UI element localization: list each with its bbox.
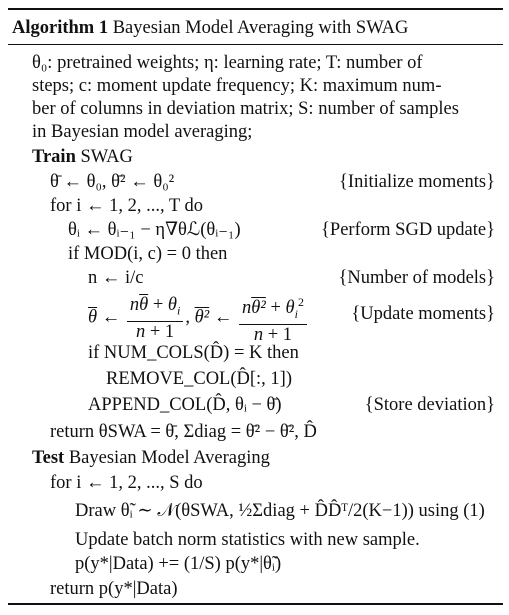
description-line-4: in Bayesian model averaging; (32, 122, 253, 142)
sgd-comment: {Perform SGD update} (321, 220, 495, 240)
append-col-line: APPEND_COL(D̂, θᵢ − θ̄) (88, 395, 282, 415)
sgd-expression: θᵢ ← θᵢ₋₁ − η∇θℒ(θᵢ₋₁) (68, 220, 241, 240)
train-heading: Train SWAG (32, 147, 133, 167)
train-return-line: return θSWA = θ̄, Σdiag = θ̄² − θ̄², D̂ (50, 422, 317, 442)
top-rule (8, 8, 503, 10)
algorithm-title: Algorithm 1 Bayesian Model Averaging with SWAG (12, 18, 409, 38)
n-expression: n ← i/c (88, 268, 144, 288)
update-comment: {Update moments} (351, 304, 495, 324)
title-rule (8, 44, 503, 45)
test-for-line: for i ← 1, 2, ..., S do (50, 473, 203, 493)
description-line-1: θ₀: pretrained weights; η: learning rate; T: number of (32, 53, 423, 73)
draw-line: Draw θ̃ᵢ ∼ 𝒩(θSWA, ½Σdiag + D̂D̂ᵀ/2(K−1)) using (1) (75, 501, 485, 521)
append-comment: {Store deviation} (364, 395, 495, 415)
update-bn-line: Update batch norm statistics with new sample. (75, 530, 420, 550)
remove-col-line: REMOVE_COL(D̂[:, 1]) (106, 369, 293, 389)
train-for-line: for i ← 1, 2, ..., T do (50, 196, 203, 216)
init-expression: θ̄ ← θ₀, θ̄² ← θ₀² (50, 172, 175, 192)
if-mod-line: if MOD(i, c) = 0 then (68, 244, 228, 264)
test-heading: Test Bayesian Model Averaging (32, 448, 270, 468)
description-line-3: ber of columns in deviation matrix; S: number of samples (32, 99, 459, 119)
if-numcols-line: if NUM_COLS(D̂) = K then (88, 343, 299, 363)
test-return-line: return p(y*|Data) (50, 579, 178, 599)
accumulate-line: p(y*|Data) += (1/S) p(y*|θ̃ᵢ) (75, 554, 282, 574)
bottom-rule (8, 603, 503, 605)
n-comment: {Number of models} (338, 268, 495, 288)
description-line-2: steps; c: moment update frequency; K: maximum num- (32, 76, 442, 96)
update-moments-expression: $\overline{\theta}$ ← $\frac{n\overline{\theta} + \theta_i}{n + 1}$ , θ² ← $\frac{n\theta^2 + \theta_i^2}{n + 1}$ (88, 292, 309, 345)
init-comment: {Initialize moments} (339, 172, 495, 192)
